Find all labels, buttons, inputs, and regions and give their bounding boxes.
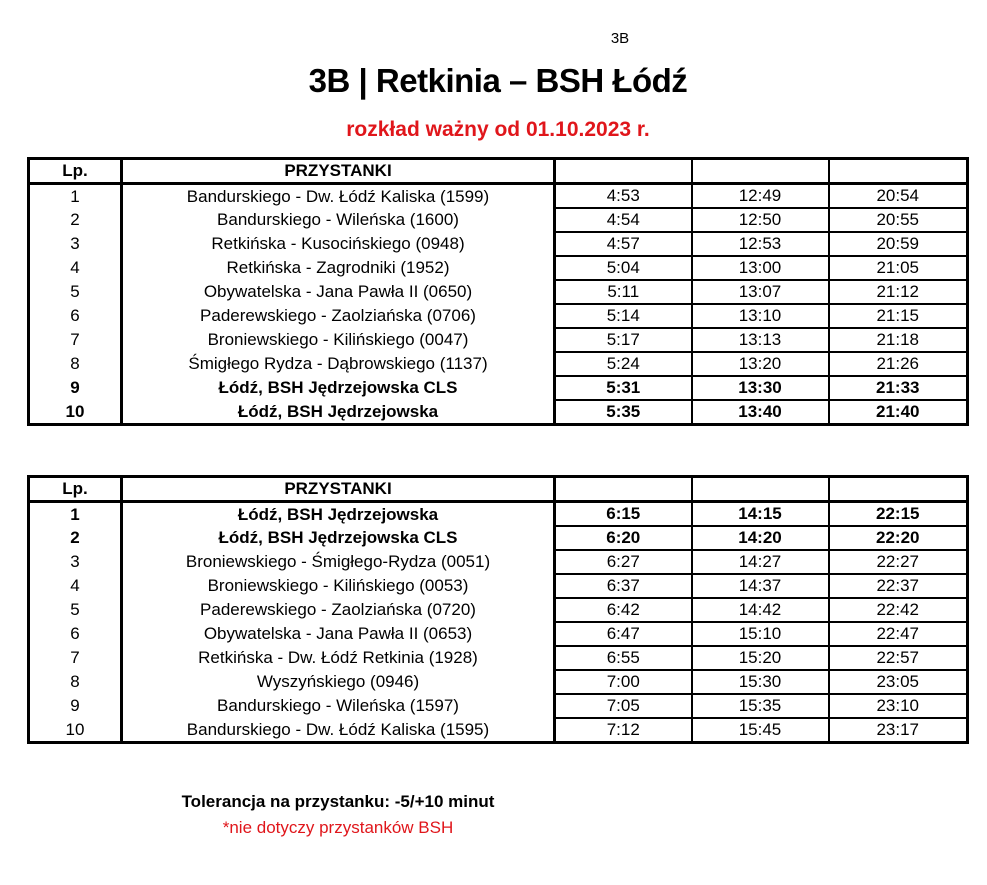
stop-name: Paderewskiego - Zaolziańska (0720) bbox=[122, 598, 555, 622]
stop-name: Broniewskiego - Kilińskiego (0053) bbox=[122, 574, 555, 598]
column-header-time bbox=[692, 477, 829, 502]
stop-name: Retkińska - Dw. Łódź Retkinia (1928) bbox=[122, 646, 555, 670]
stop-name: Retkińska - Zagrodniki (1952) bbox=[122, 256, 555, 280]
stop-name: Łódź, BSH Jędrzejowska bbox=[122, 400, 555, 425]
table-row bbox=[29, 550, 968, 574]
stop-name: Bandurskiego - Wileńska (1597) bbox=[122, 694, 555, 718]
table-row bbox=[29, 184, 968, 209]
departure-time: 4:57 bbox=[555, 232, 692, 256]
stop-number: 9 bbox=[29, 694, 122, 718]
stop-number: 5 bbox=[29, 598, 122, 622]
stop-number: 1 bbox=[29, 502, 122, 527]
tolerance-note: Tolerancja na przystanku: -5/+10 minut bbox=[181, 792, 495, 811]
table-row bbox=[29, 232, 968, 256]
departure-time: 6:20 bbox=[555, 526, 692, 550]
stop-name: Obywatelska - Jana Pawła II (0650) bbox=[122, 280, 555, 304]
table-row bbox=[29, 256, 968, 280]
departure-time: 22:20 bbox=[829, 526, 968, 550]
departure-time: 22:37 bbox=[829, 574, 968, 598]
departure-time: 13:07 bbox=[692, 280, 829, 304]
timetable-outbound bbox=[27, 157, 969, 426]
table-header-row bbox=[29, 159, 968, 184]
departure-time: 22:57 bbox=[829, 646, 968, 670]
stop-number: 6 bbox=[29, 304, 122, 328]
departure-time: 22:15 bbox=[829, 502, 968, 527]
departure-time: 13:00 bbox=[692, 256, 829, 280]
departure-time: 15:45 bbox=[692, 718, 829, 743]
stop-name: Retkińska - Kusocińskiego (0948) bbox=[122, 232, 555, 256]
departure-time: 13:10 bbox=[692, 304, 829, 328]
stop-number: 4 bbox=[29, 256, 122, 280]
departure-time: 21:12 bbox=[829, 280, 968, 304]
table-row bbox=[29, 718, 968, 743]
stop-name: Broniewskiego - Kilińskiego (0047) bbox=[122, 328, 555, 352]
stop-number: 7 bbox=[29, 328, 122, 352]
departure-time: 21:40 bbox=[829, 400, 968, 425]
departure-time: 15:30 bbox=[692, 670, 829, 694]
departure-time: 20:55 bbox=[829, 208, 968, 232]
bsh-exception-note: *nie dotyczy przystanków BSH bbox=[222, 818, 454, 837]
stop-name: Broniewskiego - Śmigłego-Rydza (0051) bbox=[122, 550, 555, 574]
line-code: 3B bbox=[610, 30, 630, 47]
departure-time: 14:37 bbox=[692, 574, 829, 598]
departure-time: 14:15 bbox=[692, 502, 829, 527]
table-row bbox=[29, 646, 968, 670]
table-row bbox=[29, 502, 968, 527]
stop-number: 7 bbox=[29, 646, 122, 670]
departure-time: 22:42 bbox=[829, 598, 968, 622]
departure-time: 5:17 bbox=[555, 328, 692, 352]
timetable-return bbox=[27, 475, 969, 744]
table-row bbox=[29, 526, 968, 550]
stop-name: Wyszyńskiego (0946) bbox=[122, 670, 555, 694]
column-header-stops: PRZYSTANKI bbox=[122, 159, 555, 184]
table-row bbox=[29, 352, 968, 376]
table-row bbox=[29, 280, 968, 304]
page-title: 3B | Retkinia – BSH Łódź bbox=[308, 62, 688, 99]
column-header-time bbox=[555, 477, 692, 502]
departure-time: 21:33 bbox=[829, 376, 968, 400]
departure-time: 22:27 bbox=[829, 550, 968, 574]
departure-time: 14:20 bbox=[692, 526, 829, 550]
departure-time: 6:47 bbox=[555, 622, 692, 646]
stop-name: Łódź, BSH Jędrzejowska CLS bbox=[122, 376, 555, 400]
departure-time: 12:49 bbox=[692, 184, 829, 209]
table-row bbox=[29, 574, 968, 598]
stop-number: 8 bbox=[29, 352, 122, 376]
departure-time: 14:42 bbox=[692, 598, 829, 622]
stop-number: 2 bbox=[29, 208, 122, 232]
departure-time: 13:20 bbox=[692, 352, 829, 376]
column-header-time bbox=[829, 477, 968, 502]
table-row bbox=[29, 304, 968, 328]
departure-time: 5:31 bbox=[555, 376, 692, 400]
column-header-stops: PRZYSTANKI bbox=[122, 477, 555, 502]
departure-time: 21:18 bbox=[829, 328, 968, 352]
departure-time: 14:27 bbox=[692, 550, 829, 574]
table-row bbox=[29, 208, 968, 232]
table-row bbox=[29, 622, 968, 646]
departure-time: 13:13 bbox=[692, 328, 829, 352]
departure-time: 6:55 bbox=[555, 646, 692, 670]
stop-number: 1 bbox=[29, 184, 122, 209]
table-row bbox=[29, 376, 968, 400]
table-row bbox=[29, 694, 968, 718]
departure-time: 21:26 bbox=[829, 352, 968, 376]
departure-time: 7:00 bbox=[555, 670, 692, 694]
departure-time: 23:05 bbox=[829, 670, 968, 694]
table-row bbox=[29, 598, 968, 622]
departure-time: 21:05 bbox=[829, 256, 968, 280]
departure-time: 5:35 bbox=[555, 400, 692, 425]
table-header-row bbox=[29, 477, 968, 502]
departure-time: 23:17 bbox=[829, 718, 968, 743]
column-header-time bbox=[555, 159, 692, 184]
column-header-lp: Lp. bbox=[29, 159, 122, 184]
stop-number: 10 bbox=[29, 718, 122, 743]
stop-number: 3 bbox=[29, 550, 122, 574]
stop-name: Bandurskiego - Dw. Łódź Kaliska (1599) bbox=[122, 184, 555, 209]
departure-time: 5:04 bbox=[555, 256, 692, 280]
departure-time: 7:12 bbox=[555, 718, 692, 743]
departure-time: 20:59 bbox=[829, 232, 968, 256]
departure-time: 22:47 bbox=[829, 622, 968, 646]
stop-number: 2 bbox=[29, 526, 122, 550]
stop-number: 3 bbox=[29, 232, 122, 256]
stop-name: Łódź, BSH Jędrzejowska CLS bbox=[122, 526, 555, 550]
departure-time: 12:50 bbox=[692, 208, 829, 232]
stop-name: Obywatelska - Jana Pawła II (0653) bbox=[122, 622, 555, 646]
departure-time: 15:20 bbox=[692, 646, 829, 670]
departure-time: 13:30 bbox=[692, 376, 829, 400]
departure-time: 23:10 bbox=[829, 694, 968, 718]
departure-time: 20:54 bbox=[829, 184, 968, 209]
departure-time: 5:24 bbox=[555, 352, 692, 376]
column-header-time bbox=[692, 159, 829, 184]
column-header-time bbox=[829, 159, 968, 184]
departure-time: 5:14 bbox=[555, 304, 692, 328]
departure-time: 6:27 bbox=[555, 550, 692, 574]
departure-time: 6:37 bbox=[555, 574, 692, 598]
departure-time: 13:40 bbox=[692, 400, 829, 425]
stop-number: 9 bbox=[29, 376, 122, 400]
stop-number: 8 bbox=[29, 670, 122, 694]
departure-time: 15:10 bbox=[692, 622, 829, 646]
table-row bbox=[29, 328, 968, 352]
validity-date: rozkład ważny od 01.10.2023 r. bbox=[346, 118, 650, 141]
column-header-lp: Lp. bbox=[29, 477, 122, 502]
departure-time: 15:35 bbox=[692, 694, 829, 718]
stop-name: Bandurskiego - Wileńska (1600) bbox=[122, 208, 555, 232]
stop-name: Łódź, BSH Jędrzejowska bbox=[122, 502, 555, 527]
departure-time: 21:15 bbox=[829, 304, 968, 328]
stop-number: 6 bbox=[29, 622, 122, 646]
table-row bbox=[29, 670, 968, 694]
departure-time: 5:11 bbox=[555, 280, 692, 304]
departure-time: 12:53 bbox=[692, 232, 829, 256]
stop-number: 4 bbox=[29, 574, 122, 598]
stop-number: 5 bbox=[29, 280, 122, 304]
departure-time: 4:53 bbox=[555, 184, 692, 209]
stop-number: 10 bbox=[29, 400, 122, 425]
departure-time: 6:42 bbox=[555, 598, 692, 622]
stop-name: Bandurskiego - Dw. Łódź Kaliska (1595) bbox=[122, 718, 555, 743]
table-row bbox=[29, 400, 968, 425]
departure-time: 4:54 bbox=[555, 208, 692, 232]
departure-time: 6:15 bbox=[555, 502, 692, 527]
stop-name: Śmigłego Rydza - Dąbrowskiego (1137) bbox=[122, 352, 555, 376]
departure-time: 7:05 bbox=[555, 694, 692, 718]
stop-name: Paderewskiego - Zaolziańska (0706) bbox=[122, 304, 555, 328]
